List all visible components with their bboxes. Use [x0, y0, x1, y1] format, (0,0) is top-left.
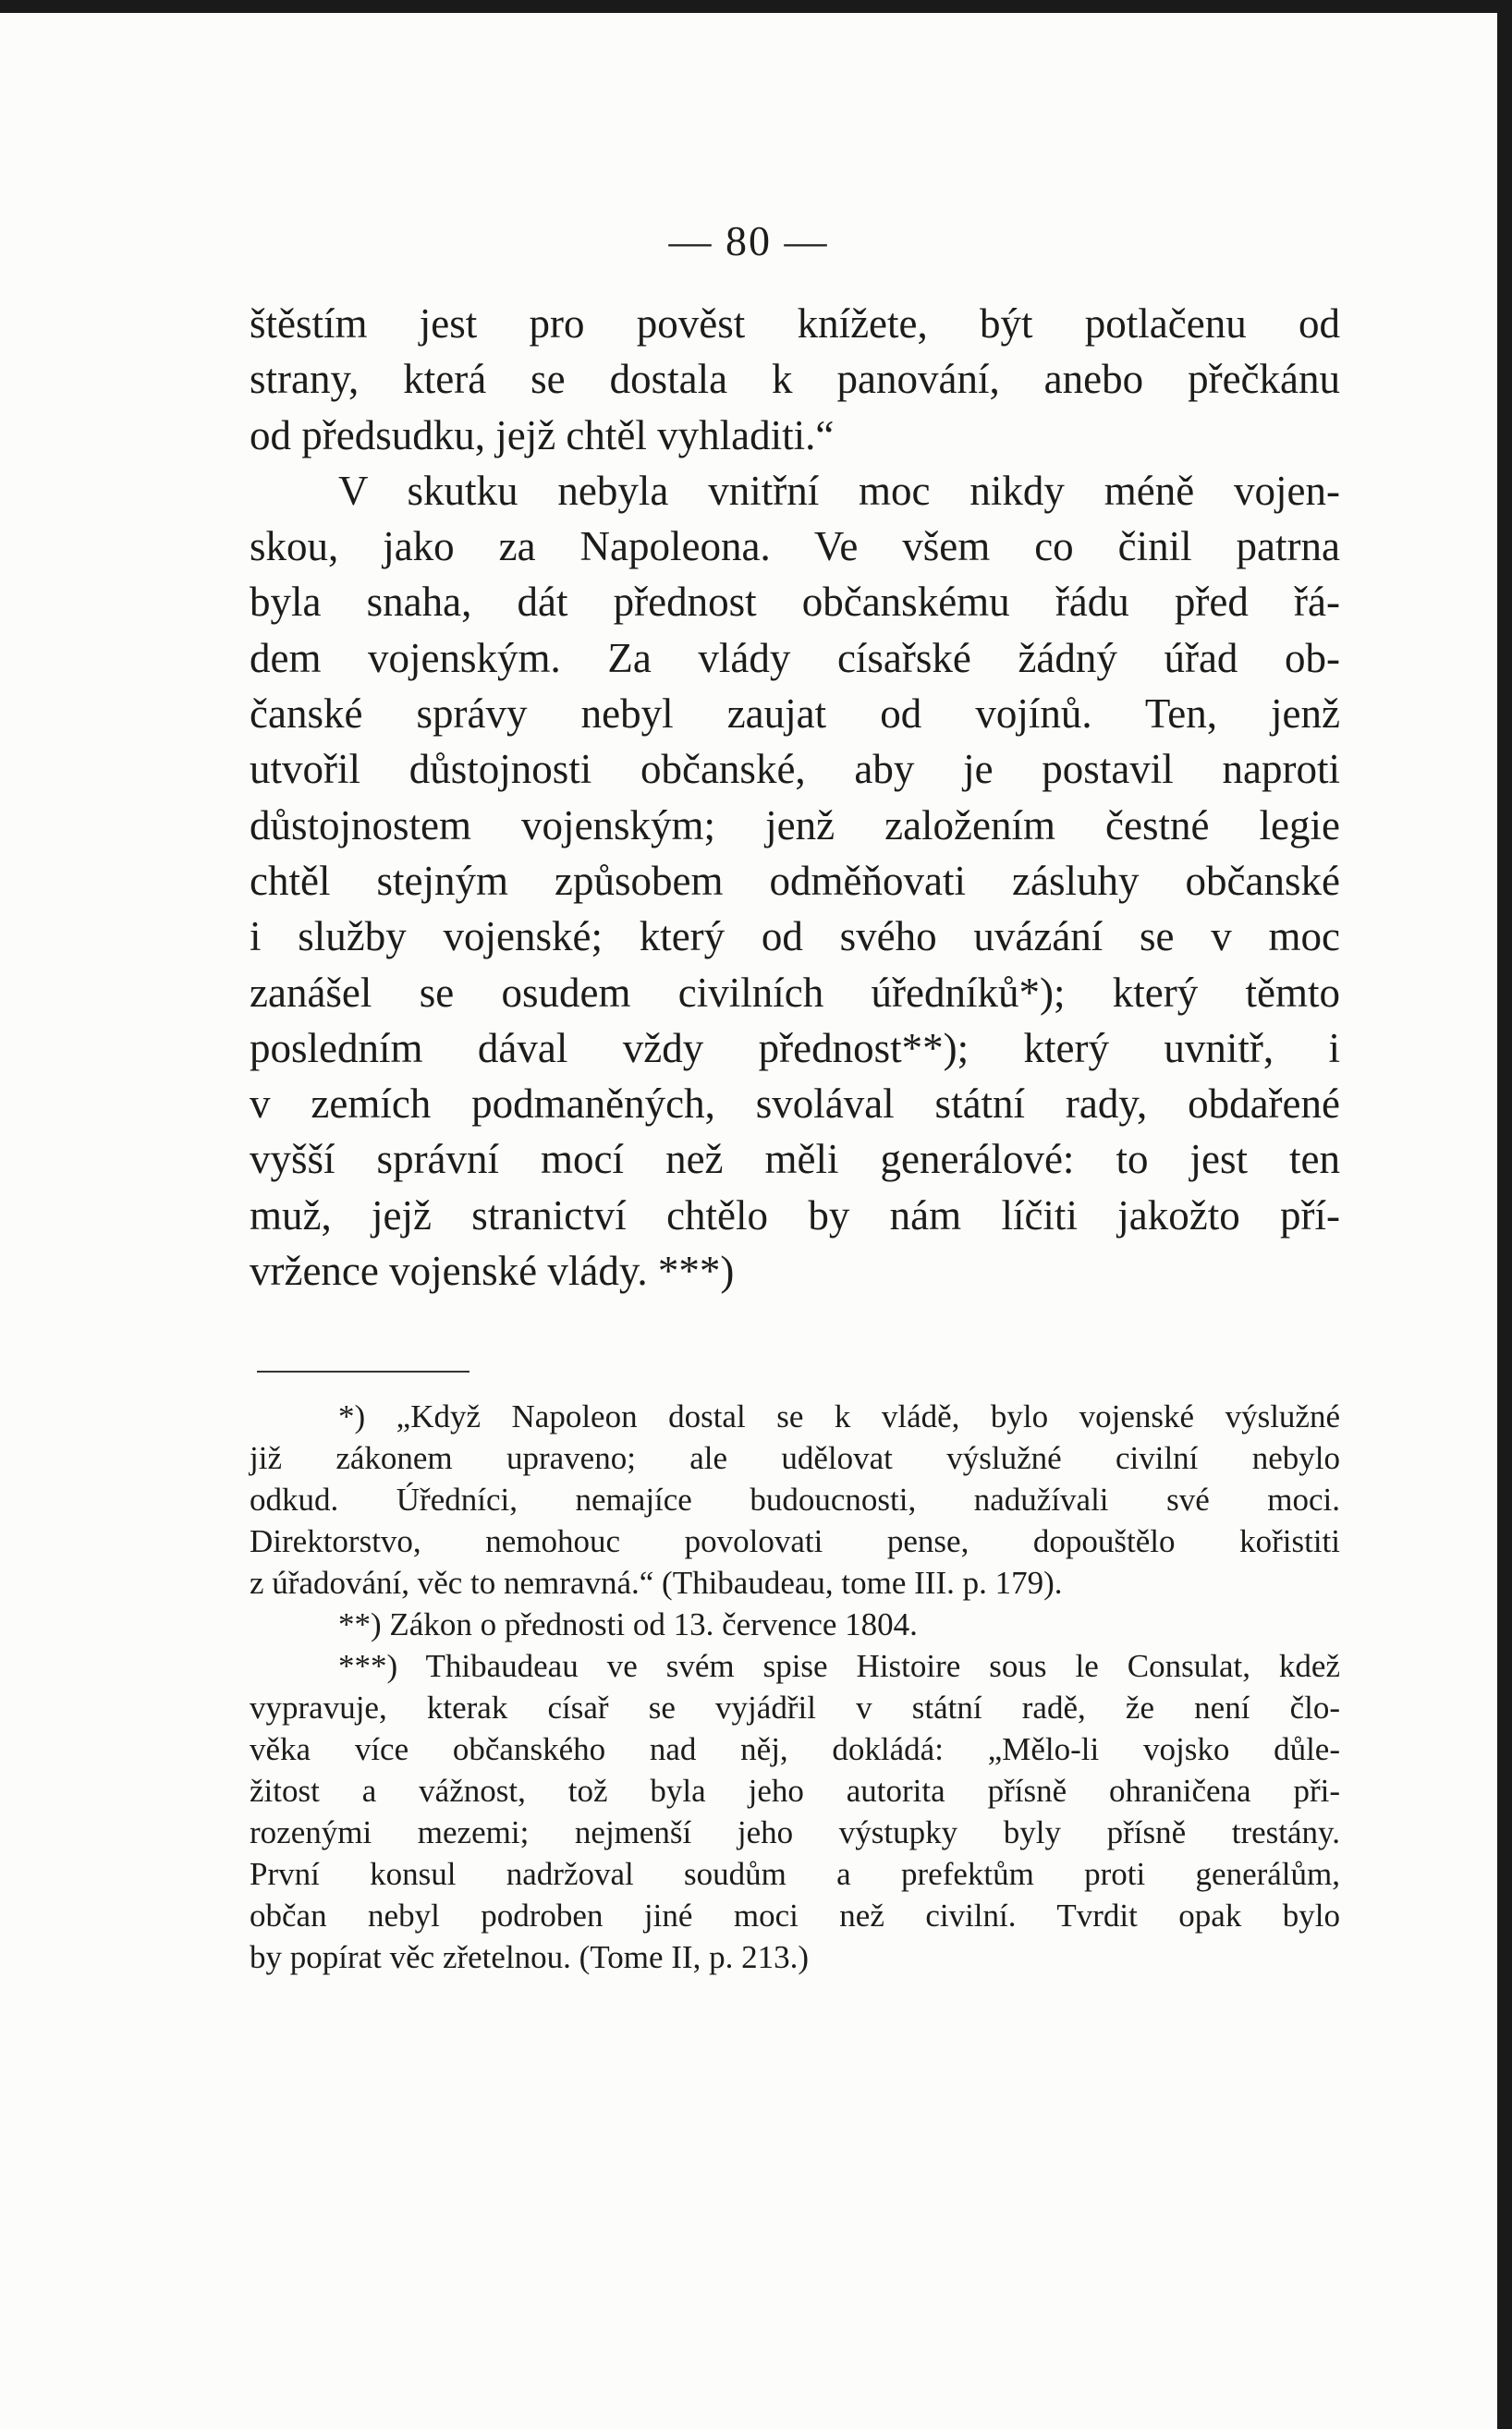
footnote-line: První konsul nadržoval soudům a prefektům proti generálům,: [250, 1856, 1340, 1892]
text-line: skou, jako za Napoleona. Ve všem co činil patrna: [250, 523, 1340, 570]
footnote-line: rozenými mezemi; nejmenší jeho výstupky byly přísně trestány.: [250, 1814, 1340, 1850]
text-line: muž, jejž stranictví chtělo by nám líčiti jakožto pří-: [250, 1191, 1340, 1239]
footnote-line: **) Zákon o přednosti od 13. července 1804.: [338, 1606, 918, 1642]
scan-frame-top: [0, 0, 1512, 13]
text-line: vyšší správní mocí než měli generálové: to jest ten: [250, 1136, 1340, 1183]
footnote-divider: [257, 1371, 469, 1373]
footnote-line: Direktorstvo, nemohouc povolovati pense, dopouštělo kořistiti: [250, 1523, 1340, 1559]
text-line: byla snaha, dát přednost občanskému řádu před řá-: [250, 579, 1340, 626]
footnote-line: vypravuje, kterak císař se vyjádřil v státní radě, že není člo-: [250, 1690, 1340, 1726]
footnote-line: odkud. Úředníci, nemajíce budoucnosti, nadužívali své moci.: [250, 1482, 1340, 1518]
text-line: chtěl stejným způsobem odměňovati zásluhy občanské: [250, 857, 1340, 904]
text-line: posledním dával vždy přednost**); který uvnitř, i: [250, 1024, 1340, 1071]
text-line: od předsudku, jejž chtěl vyhladiti.“: [250, 411, 835, 458]
footnote-line: z úřadování, věc to nemravná.“ (Thibaudeau, tome III. p. 179).: [250, 1565, 1063, 1601]
text-line: i služby vojenské; který od svého uvázání se v moc: [250, 913, 1340, 960]
footnote-line: občan nebyl podroben jiné moci než civilní. Tvrdit opak bylo: [250, 1898, 1340, 1934]
text-line: zanášel se osudem civilních úředníků*); který těmto: [250, 969, 1340, 1016]
text-line: v zemích podmaněných, svolával státní rady, obdařené: [250, 1080, 1340, 1128]
footnote-line: již zákonem upraveno; ale udělovat výslužné civilní nebylo: [250, 1440, 1340, 1476]
footnote-line: by popírat věc zřetelnou. (Tome II, p. 213.): [250, 1939, 809, 1975]
footnote-line: věka více občanského nad něj, dokládá: „Mělo-li vojsko důle-: [250, 1731, 1340, 1767]
text-line: vržence vojenské vlády. ***): [250, 1248, 735, 1295]
text-line: štěstím jest pro pověst knížete, být potlačenu od: [250, 300, 1340, 347]
text-line: dem vojenským. Za vlády císařské žádný úřad ob-: [250, 634, 1340, 681]
footnote-line: ***) Thibaudeau ve svém spise Histoire sous le Consulat, kdež: [338, 1648, 1340, 1684]
footnotes: [250, 1396, 1340, 1978]
text-line: V skutku nebyla vnitřní moc nikdy méně vojen-: [338, 467, 1340, 514]
page-number: — 80 —: [668, 217, 829, 264]
scan-frame-right: [1497, 0, 1512, 2429]
text-line: čanské správy nebyl zaujat od vojínů. Ten, jenž: [250, 690, 1340, 738]
text-line: důstojnostem vojenským; jenž založením čestné legie: [250, 801, 1340, 848]
footnote-line: *) „Když Napoleon dostal se k vládě, bylo vojenské výslužné: [338, 1398, 1340, 1434]
text-line: strany, která se dostala k panování, anebo přečkánu: [250, 356, 1340, 403]
text-line: utvořil důstojnosti občanské, aby je postavil naproti: [250, 746, 1340, 793]
footnote-line: žitost a vážnost, tož byla jeho autorita přísně ohraničena při-: [250, 1773, 1340, 1809]
main-text: [250, 296, 1340, 1299]
